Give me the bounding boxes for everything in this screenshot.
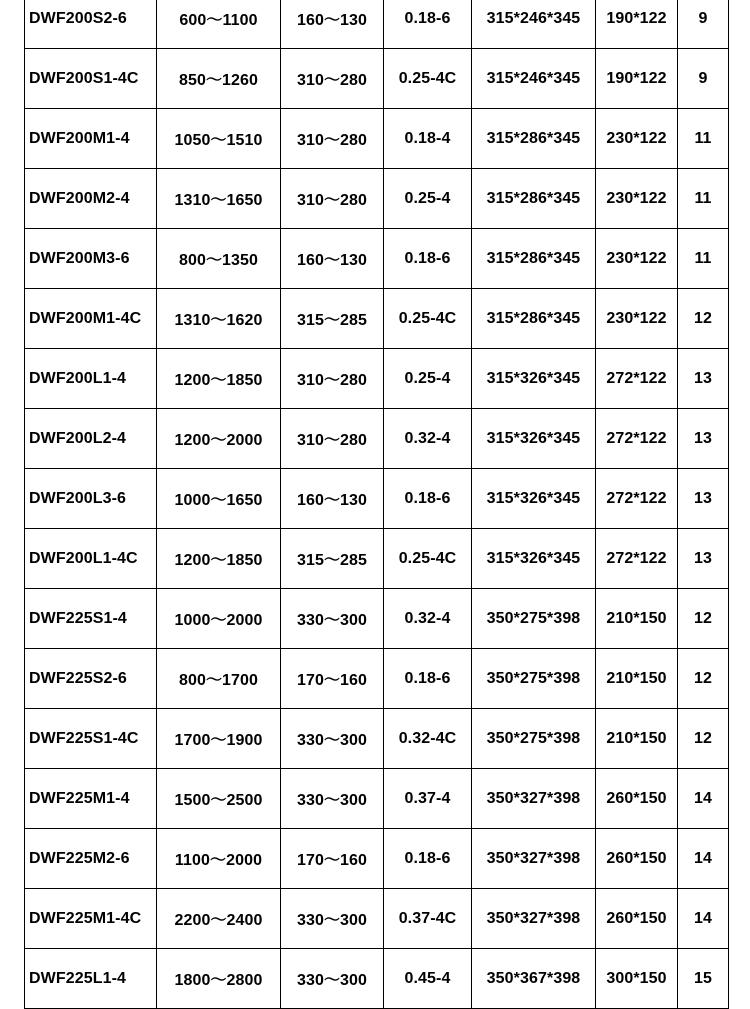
table-row: [25, 529, 729, 589]
pressure-cell: 330～300: [281, 769, 384, 829]
model-cell: DWF200M2-4: [25, 169, 157, 229]
outlet-size-cell: 272*122: [596, 469, 678, 529]
model-cell: DWF225L1-4: [25, 949, 157, 1009]
dimensions-cell: 350*327*398: [472, 889, 596, 949]
weight-cell: 12: [678, 289, 729, 349]
power-cell: 0.18-4: [384, 109, 472, 169]
pressure-cell: 315～285: [281, 529, 384, 589]
model-cell: DWF200M1-4C: [25, 289, 157, 349]
model-cell: DWF225S1-4: [25, 589, 157, 649]
airflow-cell: 800～1700: [157, 649, 281, 709]
pressure-cell: 330～300: [281, 589, 384, 649]
weight-cell: 12: [678, 589, 729, 649]
airflow-cell: 1200～1850: [157, 529, 281, 589]
power-cell: 0.18-6: [384, 469, 472, 529]
pressure-cell: 310～280: [281, 349, 384, 409]
dimensions-cell: 315*326*345: [472, 409, 596, 469]
weight-cell: 13: [678, 529, 729, 589]
pressure-cell: 170～160: [281, 829, 384, 889]
model-cell: DWF225M1-4C: [25, 889, 157, 949]
dimensions-cell: 315*326*345: [472, 349, 596, 409]
model-cell: DWF200S2-6: [25, 0, 157, 49]
outlet-size-cell: 260*150: [596, 889, 678, 949]
dimensions-cell: 350*367*398: [472, 949, 596, 1009]
table-row: [25, 49, 729, 109]
power-cell: 0.18-6: [384, 829, 472, 889]
table-row: [25, 109, 729, 169]
outlet-size-cell: 272*122: [596, 349, 678, 409]
pressure-cell: 330～300: [281, 949, 384, 1009]
table-row: [25, 409, 729, 469]
airflow-cell: 1800～2800: [157, 949, 281, 1009]
dimensions-cell: 350*275*398: [472, 709, 596, 769]
outlet-size-cell: 230*122: [596, 229, 678, 289]
pressure-cell: 330～300: [281, 709, 384, 769]
power-cell: 0.25-4C: [384, 529, 472, 589]
dimensions-cell: 350*275*398: [472, 589, 596, 649]
dimensions-cell: 315*286*345: [472, 289, 596, 349]
pressure-cell: 170～160: [281, 649, 384, 709]
outlet-size-cell: 230*122: [596, 109, 678, 169]
pressure-cell: 330～300: [281, 889, 384, 949]
airflow-cell: 1200～1850: [157, 349, 281, 409]
pressure-cell: 160～130: [281, 469, 384, 529]
airflow-cell: 850～1260: [157, 49, 281, 109]
table-row: [25, 169, 729, 229]
power-cell: 0.32-4: [384, 589, 472, 649]
power-cell: 0.18-6: [384, 649, 472, 709]
outlet-size-cell: 272*122: [596, 529, 678, 589]
pressure-cell: 310～280: [281, 169, 384, 229]
dimensions-cell: 315*286*345: [472, 229, 596, 289]
power-cell: 0.37-4: [384, 769, 472, 829]
power-cell: 0.18-6: [384, 229, 472, 289]
airflow-cell: 2200～2400: [157, 889, 281, 949]
table-row: [25, 289, 729, 349]
weight-cell: 11: [678, 109, 729, 169]
dimensions-cell: 315*286*345: [472, 169, 596, 229]
model-cell: DWF200L1-4: [25, 349, 157, 409]
airflow-cell: 1700～1900: [157, 709, 281, 769]
dimensions-cell: 315*246*345: [472, 49, 596, 109]
airflow-cell: 1000～2000: [157, 589, 281, 649]
outlet-size-cell: 210*150: [596, 589, 678, 649]
weight-cell: 12: [678, 649, 729, 709]
spec-table-body: [25, 0, 729, 1009]
power-cell: 0.45-4: [384, 949, 472, 1009]
airflow-cell: 1100～2000: [157, 829, 281, 889]
dimensions-cell: 350*327*398: [472, 769, 596, 829]
model-cell: DWF225M2-6: [25, 829, 157, 889]
outlet-size-cell: 230*122: [596, 289, 678, 349]
airflow-cell: 600～1100: [157, 0, 281, 49]
airflow-cell: 1050～1510: [157, 109, 281, 169]
dimensions-cell: 315*246*345: [472, 0, 596, 49]
outlet-size-cell: 300*150: [596, 949, 678, 1009]
model-cell: DWF200M1-4: [25, 109, 157, 169]
table-row: [25, 349, 729, 409]
pressure-cell: 315～285: [281, 289, 384, 349]
model-cell: DWF225S1-4C: [25, 709, 157, 769]
dimensions-cell: 350*327*398: [472, 829, 596, 889]
airflow-cell: 1310～1650: [157, 169, 281, 229]
power-cell: 0.25-4C: [384, 289, 472, 349]
table-row: [25, 829, 729, 889]
model-cell: DWF200M3-6: [25, 229, 157, 289]
airflow-cell: 1000～1650: [157, 469, 281, 529]
dimensions-cell: 350*275*398: [472, 649, 596, 709]
outlet-size-cell: 260*150: [596, 829, 678, 889]
weight-cell: 11: [678, 229, 729, 289]
airflow-cell: 1310～1620: [157, 289, 281, 349]
outlet-size-cell: 260*150: [596, 769, 678, 829]
outlet-size-cell: 230*122: [596, 169, 678, 229]
pressure-cell: 310～280: [281, 109, 384, 169]
weight-cell: 9: [678, 0, 729, 49]
dimensions-cell: 315*326*345: [472, 469, 596, 529]
airflow-cell: 1500～2500: [157, 769, 281, 829]
power-cell: 0.18-6: [384, 0, 472, 49]
table-row: [25, 0, 729, 49]
weight-cell: 9: [678, 49, 729, 109]
power-cell: 0.32-4C: [384, 709, 472, 769]
table-row: [25, 649, 729, 709]
airflow-cell: 800～1350: [157, 229, 281, 289]
weight-cell: 14: [678, 829, 729, 889]
outlet-size-cell: 210*150: [596, 709, 678, 769]
outlet-size-cell: 190*122: [596, 0, 678, 49]
power-cell: 0.25-4: [384, 169, 472, 229]
model-cell: DWF200L1-4C: [25, 529, 157, 589]
weight-cell: 12: [678, 709, 729, 769]
pressure-cell: 310～280: [281, 49, 384, 109]
outlet-size-cell: 190*122: [596, 49, 678, 109]
model-cell: DWF200L2-4: [25, 409, 157, 469]
pressure-cell: 310～280: [281, 409, 384, 469]
table-row: [25, 709, 729, 769]
weight-cell: 13: [678, 469, 729, 529]
dimensions-cell: 315*286*345: [472, 109, 596, 169]
airflow-cell: 1200～2000: [157, 409, 281, 469]
power-cell: 0.25-4C: [384, 49, 472, 109]
spec-table: [24, 0, 729, 1009]
table-row: [25, 889, 729, 949]
table-row: [25, 769, 729, 829]
weight-cell: 14: [678, 889, 729, 949]
weight-cell: 13: [678, 349, 729, 409]
model-cell: DWF225S2-6: [25, 649, 157, 709]
outlet-size-cell: 272*122: [596, 409, 678, 469]
power-cell: 0.37-4C: [384, 889, 472, 949]
weight-cell: 15: [678, 949, 729, 1009]
weight-cell: 13: [678, 409, 729, 469]
table-row: [25, 469, 729, 529]
model-cell: DWF200S1-4C: [25, 49, 157, 109]
weight-cell: 14: [678, 769, 729, 829]
pressure-cell: 160～130: [281, 0, 384, 49]
table-row: [25, 589, 729, 649]
weight-cell: 11: [678, 169, 729, 229]
outlet-size-cell: 210*150: [596, 649, 678, 709]
pressure-cell: 160～130: [281, 229, 384, 289]
power-cell: 0.32-4: [384, 409, 472, 469]
table-row: [25, 229, 729, 289]
model-cell: DWF225M1-4: [25, 769, 157, 829]
dimensions-cell: 315*326*345: [472, 529, 596, 589]
power-cell: 0.25-4: [384, 349, 472, 409]
model-cell: DWF200L3-6: [25, 469, 157, 529]
